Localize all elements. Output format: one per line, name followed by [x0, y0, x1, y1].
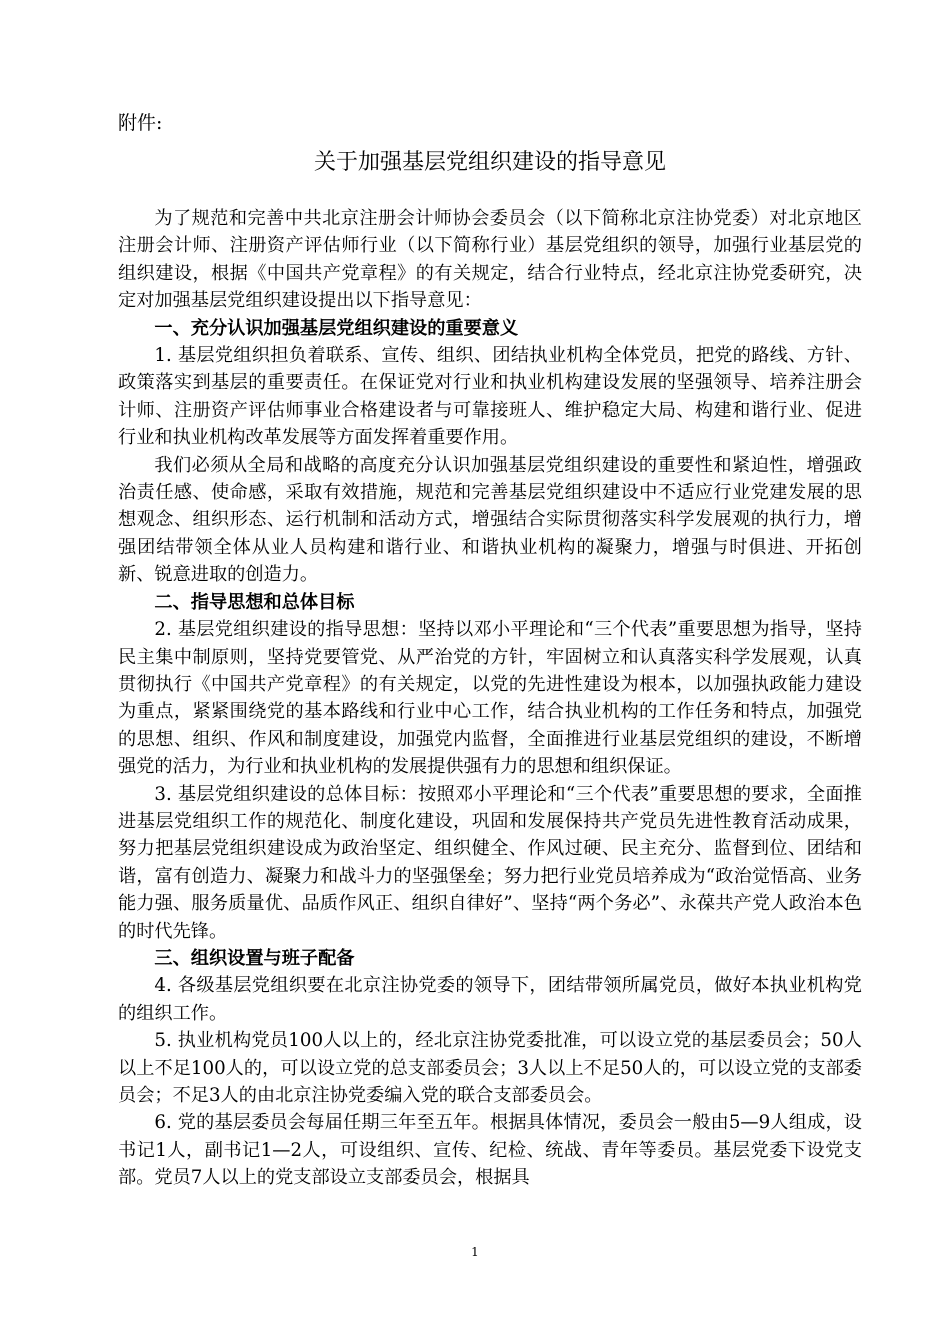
intro-paragraph: 为了规范和完善中共北京注册会计师协会委员会（以下简称北京注协党委）对北京地区注册会计师、注册资产评估师行业（以下简称行业）基层党组织的领导，加强行业基层党的组织建设，根据《中国共产党章程》的有关规定，结合行业特点，经北京注协党委研究，决定对加强基层党组织建设提出以下指导意见：	[118, 208, 862, 312]
section-heading-2: 二、指导思想和总体目标	[154, 591, 355, 613]
paragraph-6: 6. 党的基层委员会每届任期三年至五年。根据具体情况，委员会一般由5—9人组成，设书记1人，副书记1—2人，可设组织、宣传、纪检、统战、青年等委员。基层党委下设党支部。党员7人以上的党支部设立支部委员会，根据具	[118, 1112, 862, 1189]
paragraph-1b: 我们必须从全局和战略的高度充分认识加强基层党组织建设的重要性和紧迫性，增强政治责任感、使命感，采取有效措施，规范和完善基层党组织建设中不适应行业党建发展的思想观念、组织形态、运行机制和活动方式，增强结合实际贯彻落实科学发展观的执行力，增强团结带领全体从业人员构建和谐行业、和谐执业机构的凝聚力，增强与时俱进、开拓创新、锐意进取的创造力。	[118, 454, 862, 586]
paragraph-2: 2. 基层党组织建设的指导思想：坚持以邓小平理论和“三个代表”重要思想为指导，坚持民主集中制原则，坚持党要管党、从严治党的方针，牢固树立和认真落实科学发展观，认真贯彻执行《中国共产党章程》的有关规定，以党的先进性建设为根本，以加强执政能力建设为重点，紧紧围绕党的基本路线和行业中心工作，结合执业机构的工作任务和特点，加强党的思想、组织、作风和制度建设，加强党内监督，全面推进行业基层党组织的建设，不断增强党的活力，为行业和执业机构的发展提供强有力的思想和组织保证。	[118, 619, 862, 778]
attachment-label: 附件:	[118, 112, 163, 134]
paragraph-1: 1. 基层党组织担负着联系、宣传、组织、团结执业机构全体党员，把党的路线、方针、政策落实到基层的重要责任。在保证党对行业和执业机构建设发展的坚强领导、培养注册会计师、注册资产评估师事业合格建设者与可靠接班人、维护稳定大局、构建和谐行业、促进行业和执业机构改革发展等方面发挥着重要作用。	[118, 345, 862, 449]
page-number: 1	[471, 1245, 479, 1259]
paragraph-4: 4. 各级基层党组织要在北京注协党委的领导下，团结带领所属党员，做好本执业机构党的组织工作。	[118, 975, 862, 1024]
document-body	[118, 205, 862, 1192]
section-heading-1: 一、充分认识加强基层党组织建设的重要意义	[154, 317, 519, 339]
paragraph-5: 5. 执业机构党员100人以上的，经北京注协党委批准，可以设立党的基层委员会；50人以上不足100人的，可以设立党的总支部委员会；3人以上不足50人的，可以设立党的支部委员会；不足3人的由北京注协党委编入党的联合支部委员会。	[118, 1030, 862, 1106]
paragraph-3: 3. 基层党组织建设的总体目标：按照邓小平理论和“三个代表”重要思想的要求，全面推进基层党组织工作的规范化、制度化建设，巩固和发展保持共产党员先进性教育活动成果，努力把基层党组织建设成为政治坚定、组织健全、作风过硬、民主充分、监督到位、团结和谐，富有创造力、凝聚力和战斗力的坚强堡垒；努力把行业党员培养成为“政治觉悟高、业务能力强、服务质量优、品质作风正、组织自律好”、坚持“两个务必”、永葆共产党人政治本色的时代先锋。	[118, 783, 862, 942]
section-heading-3: 三、组织设置与班子配备	[154, 947, 355, 969]
document-title: 关于加强基层党组织建设的指导意见	[313, 150, 666, 175]
